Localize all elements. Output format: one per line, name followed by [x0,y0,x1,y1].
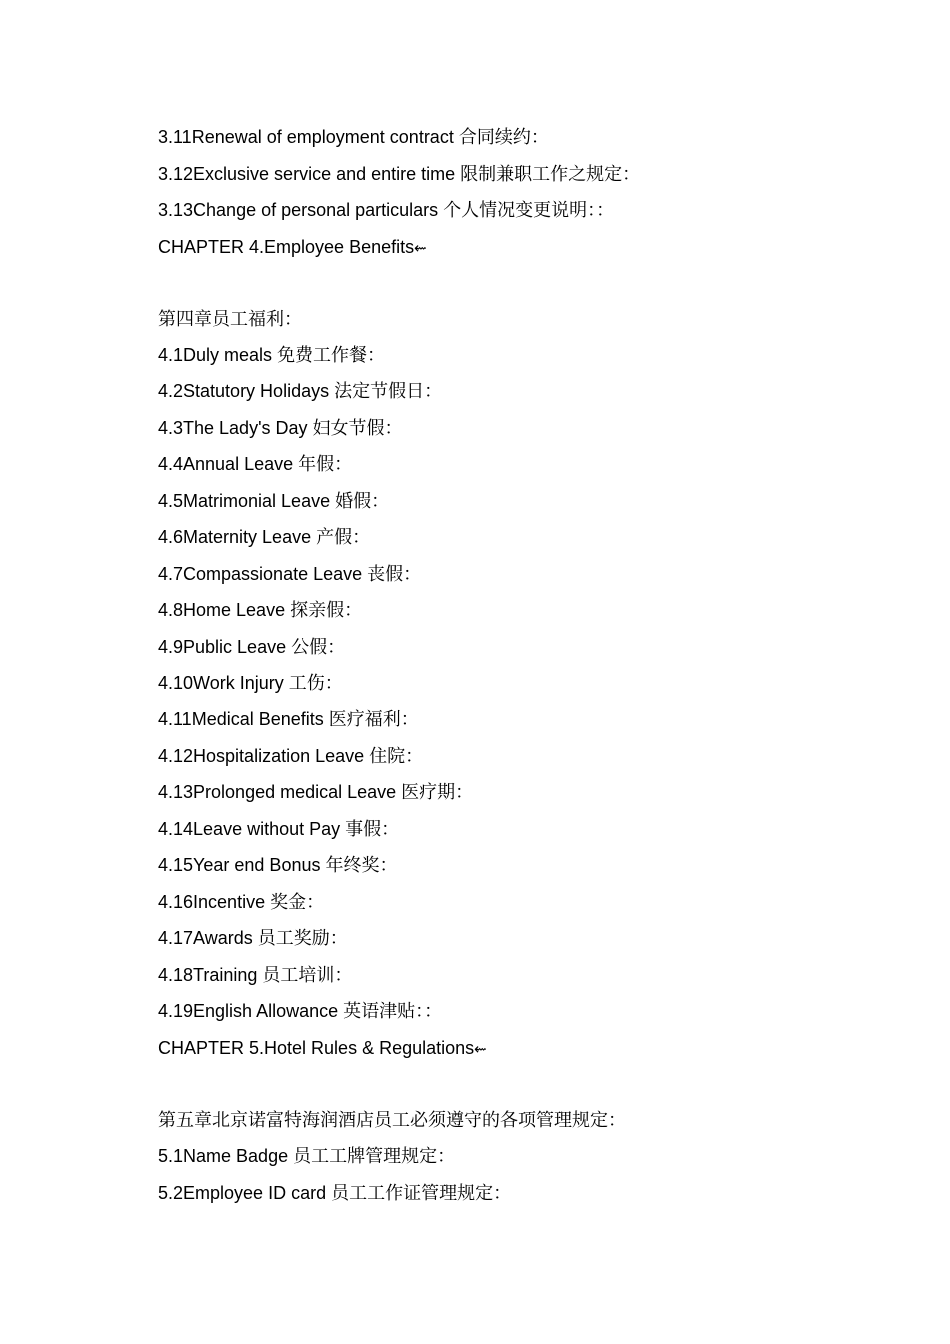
toc-line-4-1 [158,343,385,368]
toc-line-en: 5.1Name Badge [158,1146,294,1166]
toc-line-en: 4.18Training [158,965,263,985]
toc-line-4-14 [158,817,399,842]
toc-line-en: 5.2Employee ID card [158,1183,332,1203]
toc-line-cn: 员工工作证管理规定： [331,1183,512,1204]
toc-line-4-7 [158,562,421,587]
toc-line-4-8 [158,598,362,623]
toc-line-cn: 年假： [298,454,353,475]
toc-line-en: 3.12Exclusive service and entire time [158,164,461,184]
toc-line-en: 4.15Year end Bonus [158,855,326,875]
toc-line-cn: 探亲假： [290,600,363,621]
toc-line-4-4 [158,452,352,477]
toc-line-cn: 员工奖励： [257,928,348,949]
toc-line-en: 4.8Home Leave [158,600,291,620]
toc-line-3-12 [158,162,640,187]
toc-line-en: 4.3The Lady's Day [158,418,313,438]
toc-line-4-17 [158,926,348,951]
squiggle-arrow-icon: ⇜ [474,1040,487,1058]
toc-line-5-1 [158,1144,455,1169]
toc-line-en: 4.5Matrimonial Leave [158,491,336,511]
toc-line-en: 3.13Change of personal particulars [158,200,444,220]
toc-line-cn: 公假： [291,637,346,658]
toc-line-4-16 [158,890,324,915]
toc-line-3-13 [158,198,614,223]
toc-line-cn: 员工培训： [262,965,353,986]
chapter-5-cn-heading [158,1108,626,1133]
toc-line-cn: 奖金： [270,892,325,913]
toc-line-cn: 免费工作餐： [277,345,386,366]
toc-line-4-10 [158,671,343,696]
toc-line-cn: 医疗福利： [328,709,419,730]
toc-line-en: 4.7Compassionate Leave [158,564,368,584]
toc-line-en: 4.1Duly meals [158,345,278,365]
toc-line-cn: 产假： [316,527,371,548]
toc-line-en: 4.11Medical Benefits [158,709,329,729]
chapter-heading-en: CHAPTER 4.Employee Benefits [158,237,415,257]
toc-line-4-3 [158,416,403,441]
toc-line-cn: 法定节假日： [334,381,443,402]
toc-line-4-9 [158,635,345,660]
toc-line-cn: 妇女节假： [312,418,403,439]
toc-line-4-19 [158,999,442,1024]
toc-line-cn: 员工工牌管理规定： [293,1146,456,1167]
toc-line-en: 4.19English Allowance [158,1001,344,1021]
squiggle-arrow-icon: ⇜ [414,239,427,257]
toc-line-4-18 [158,963,352,988]
toc-line-en: 3.11Renewal of employment contract [158,127,459,147]
toc-line-cn: 丧假： [367,564,422,585]
toc-line-cn: 英语津贴：： [343,1001,443,1022]
toc-line-cn: 年终奖： [325,855,398,876]
toc-line-cn: 住院： [369,746,424,767]
toc-line-en: 4.9Public Leave [158,637,292,657]
toc-line-cn: 婚假： [335,491,390,512]
toc-line-4-13 [158,780,473,805]
toc-line-5-2 [158,1181,511,1206]
toc-line-en: 4.17Awards [158,928,258,948]
chapter-heading-cn: 第四章员工福利： [158,309,302,330]
toc-line-en: 4.6Maternity Leave [158,527,317,547]
toc-line-en: 4.2Statutory Holidays [158,381,335,401]
toc-line-cn: 事假： [345,819,400,840]
toc-line-4-15 [158,853,397,878]
toc-line-cn: 合同续约： [458,127,549,148]
toc-line-4-5 [158,489,389,514]
toc-line-4-12 [158,744,423,769]
toc-line-cn: 限制兼职工作之规定： [460,164,641,185]
toc-line-en: 4.4Annual Leave [158,454,299,474]
toc-line-4-11 [158,707,419,732]
toc-line-en: 4.13Prolonged medical Leave [158,782,402,802]
chapter-5-heading [158,1036,487,1061]
toc-line-en: 4.16Incentive [158,892,271,912]
toc-line-cn: 医疗期： [401,782,474,803]
chapter-heading-en: CHAPTER 5.Hotel Rules & Regulations [158,1038,475,1058]
toc-line-4-6 [158,525,370,550]
toc-line-cn: 工伤： [288,673,343,694]
toc-line-4-2 [158,379,442,404]
toc-line-3-11 [158,125,549,150]
chapter-4-heading [158,235,427,260]
toc-line-en: 4.10Work Injury [158,673,289,693]
chapter-4-cn-heading [158,307,302,332]
chapter-heading-cn: 第五章北京诺富特海润酒店员工必须遵守的各项管理规定： [158,1110,626,1131]
toc-line-cn: 个人情况变更说明：： [443,200,615,221]
toc-line-en: 4.12Hospitalization Leave [158,746,370,766]
toc-line-en: 4.14Leave without Pay [158,819,346,839]
